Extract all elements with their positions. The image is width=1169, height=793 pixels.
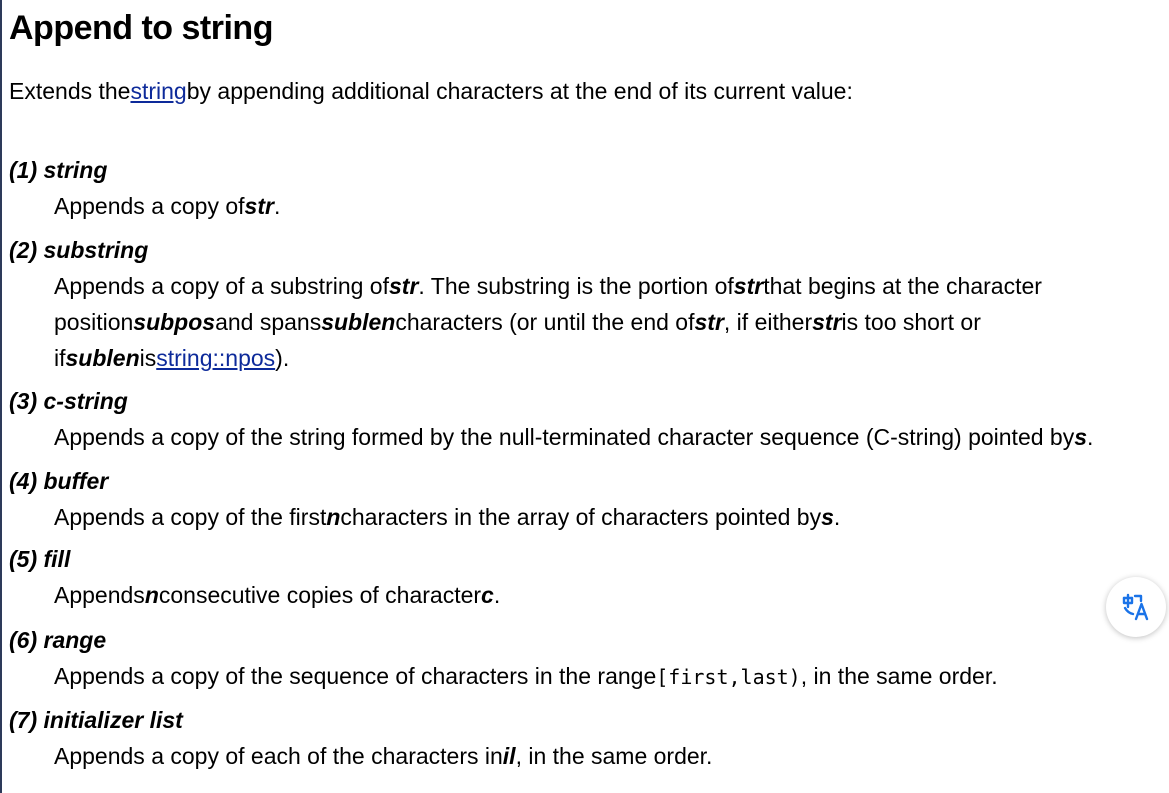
overload-description [54,577,500,613]
overload-description [54,188,280,224]
parameter-name: str [812,309,842,335]
description-text: , in the same order. [515,743,713,769]
description-text: Appends a copy of the sequence of characters in the range [54,663,657,689]
overload-signature: (7) initializer list [9,707,183,733]
parameter-name: n [326,504,341,530]
overload-description [54,268,1042,376]
description-line [54,658,998,695]
description-text: . [273,193,281,219]
description-text: , if either [723,309,813,335]
description-text: . [833,504,841,530]
parameter-name: subpos [133,309,216,335]
description-line [54,499,840,535]
parameter-name: str [694,309,724,335]
description-text: Appends a copy of [54,193,245,219]
overload-signature: (6) range [9,627,107,653]
intro-text-before: Extends the [9,78,131,104]
description-text: Appends [54,582,145,608]
description-text: Appends a copy of a substring of [54,273,389,299]
intro-paragraph [9,76,853,106]
description-text: ). [275,345,290,371]
description-text: . The substring is the portion of [418,273,734,299]
description-text: Appends a copy of the string formed by the null-terminated character sequence (C-string) pointed by [54,424,1075,450]
overload-signature: (1) string [9,157,108,183]
parameter-name: str [244,193,274,219]
npos-link[interactable]: string::npos [156,345,276,371]
page-title: Append to string [9,9,273,47]
description-text: . [493,582,501,608]
page-left-border [0,0,2,793]
description-line [54,340,1042,376]
description-line [54,304,1042,340]
overload-signature: (2) substring [9,237,149,263]
parameter-name: sublen [65,345,140,371]
overload-description [54,658,998,695]
intro-text-after: by appending additional characters at the end of its current value: [186,78,853,104]
description-line [54,268,1042,304]
description-line [54,188,280,224]
description-text: consecutive copies of character [158,582,482,608]
overload-signature: (5) fill [9,546,71,572]
parameter-name: c [481,582,494,608]
description-text: and spans [215,309,322,335]
description-text: characters in the array of characters pointed by [340,504,822,530]
parameter-name: il [502,743,516,769]
description-line [54,738,712,774]
overload-description [54,738,712,774]
description-text: , in the same order. [800,663,998,689]
overload-signature: (4) buffer [9,468,109,494]
parameter-name: str [389,273,419,299]
parameter-name: str [733,273,764,299]
description-text: Appends a copy of the first [54,504,327,530]
parameter-name: s [821,504,834,530]
description-text: position [54,309,134,335]
description-text: . [1087,424,1094,450]
parameter-name: n [144,582,159,608]
parameter-name: sublen [321,309,396,335]
description-text: that begins at the character [763,273,1042,299]
code-range: [first,last) [656,665,801,689]
description-text: is too short or [841,309,981,335]
overload-description [54,419,1093,455]
overload-signature: (3) c-string [9,388,128,414]
description-text: is [139,345,157,371]
description-line [54,577,500,613]
parameter-name: s [1074,424,1088,450]
description-line [54,419,1093,455]
description-text: characters (or until the end of [395,309,695,335]
description-text: if [54,345,66,371]
string-link[interactable]: string [130,78,187,104]
translate-button[interactable] [1106,577,1166,637]
description-text: Appends a copy of each of the characters in [54,743,503,769]
translate-icon [1121,592,1151,622]
overload-description [54,499,840,535]
